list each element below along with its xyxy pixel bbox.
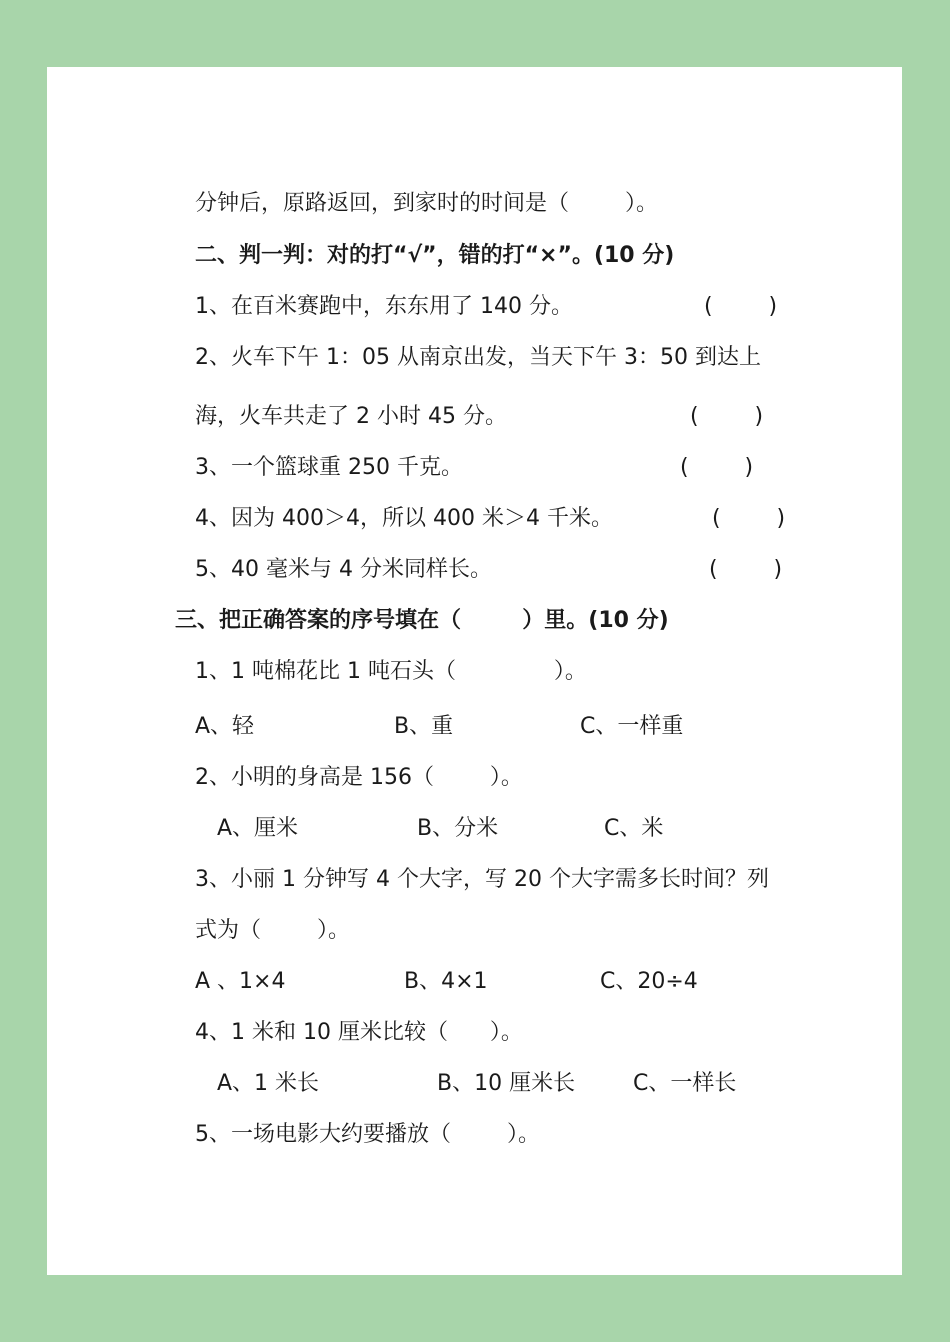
judge-item-2: 2、火车下午 1：05 从南京出发，当天下午 3：50 到达上 xyxy=(195,345,761,370)
answer-blank[interactable]: ( ) xyxy=(680,455,754,480)
choice-question-2: 2、小明的身高是 156（ ）。 xyxy=(195,765,523,790)
option-c: C、米 xyxy=(604,816,664,841)
judge-item-1: 1、在百米赛跑中，东东用了 140 分。 xyxy=(195,294,573,319)
option-c: C、一样重 xyxy=(580,714,684,739)
option-a: A、轻 xyxy=(195,714,255,739)
option-a: A、1 米长 xyxy=(217,1071,320,1096)
judge-item-4: 4、因为 400＞4，所以 400 米＞4 千米。 xyxy=(195,506,613,531)
judge-item-5: 5、40 毫米与 4 分米同样长。 xyxy=(195,557,492,582)
choice-question-3: 3、小丽 1 分钟写 4 个大字，写 20 个大字需多长时间？列 xyxy=(195,867,769,892)
answer-blank[interactable]: ( ) xyxy=(709,557,783,582)
option-b: B、分米 xyxy=(417,816,499,841)
answer-blank[interactable]: ( ) xyxy=(712,506,786,531)
choice-question-1: 1、1 吨棉花比 1 吨石头（ ）。 xyxy=(195,659,587,684)
answer-blank[interactable]: ( ) xyxy=(690,404,764,429)
option-c: C、20÷4 xyxy=(600,969,698,994)
question-continuation: 分钟后，原路返回，到家时的时间是（ ）。 xyxy=(195,191,658,216)
option-a: A 、1×4 xyxy=(195,969,286,994)
choice-question-5: 5、一场电影大约要播放（ ）。 xyxy=(195,1122,540,1147)
option-b: B、10 厘米长 xyxy=(437,1071,576,1096)
choice-question-4: 4、1 米和 10 厘米比较（ ）。 xyxy=(195,1020,523,1045)
worksheet-page xyxy=(47,67,902,1275)
option-c: C、一样长 xyxy=(633,1071,737,1096)
option-a: A、厘米 xyxy=(217,816,299,841)
section-heading-choice: 三、把正确答案的序号填在（ ）里。(10 分) xyxy=(175,608,669,633)
judge-item-3: 3、一个篮球重 250 千克。 xyxy=(195,455,463,480)
section-heading-judge: 二、判一判：对的打“√”，错的打“×”。(10 分) xyxy=(195,243,675,268)
judge-item-2-continuation: 海，火车共走了 2 小时 45 分。 xyxy=(195,404,507,429)
answer-blank[interactable]: ( ) xyxy=(704,294,778,319)
choice-question-3-continuation: 式为（ ）。 xyxy=(195,918,350,943)
option-b: B、重 xyxy=(394,714,454,739)
option-b: B、4×1 xyxy=(404,969,488,994)
